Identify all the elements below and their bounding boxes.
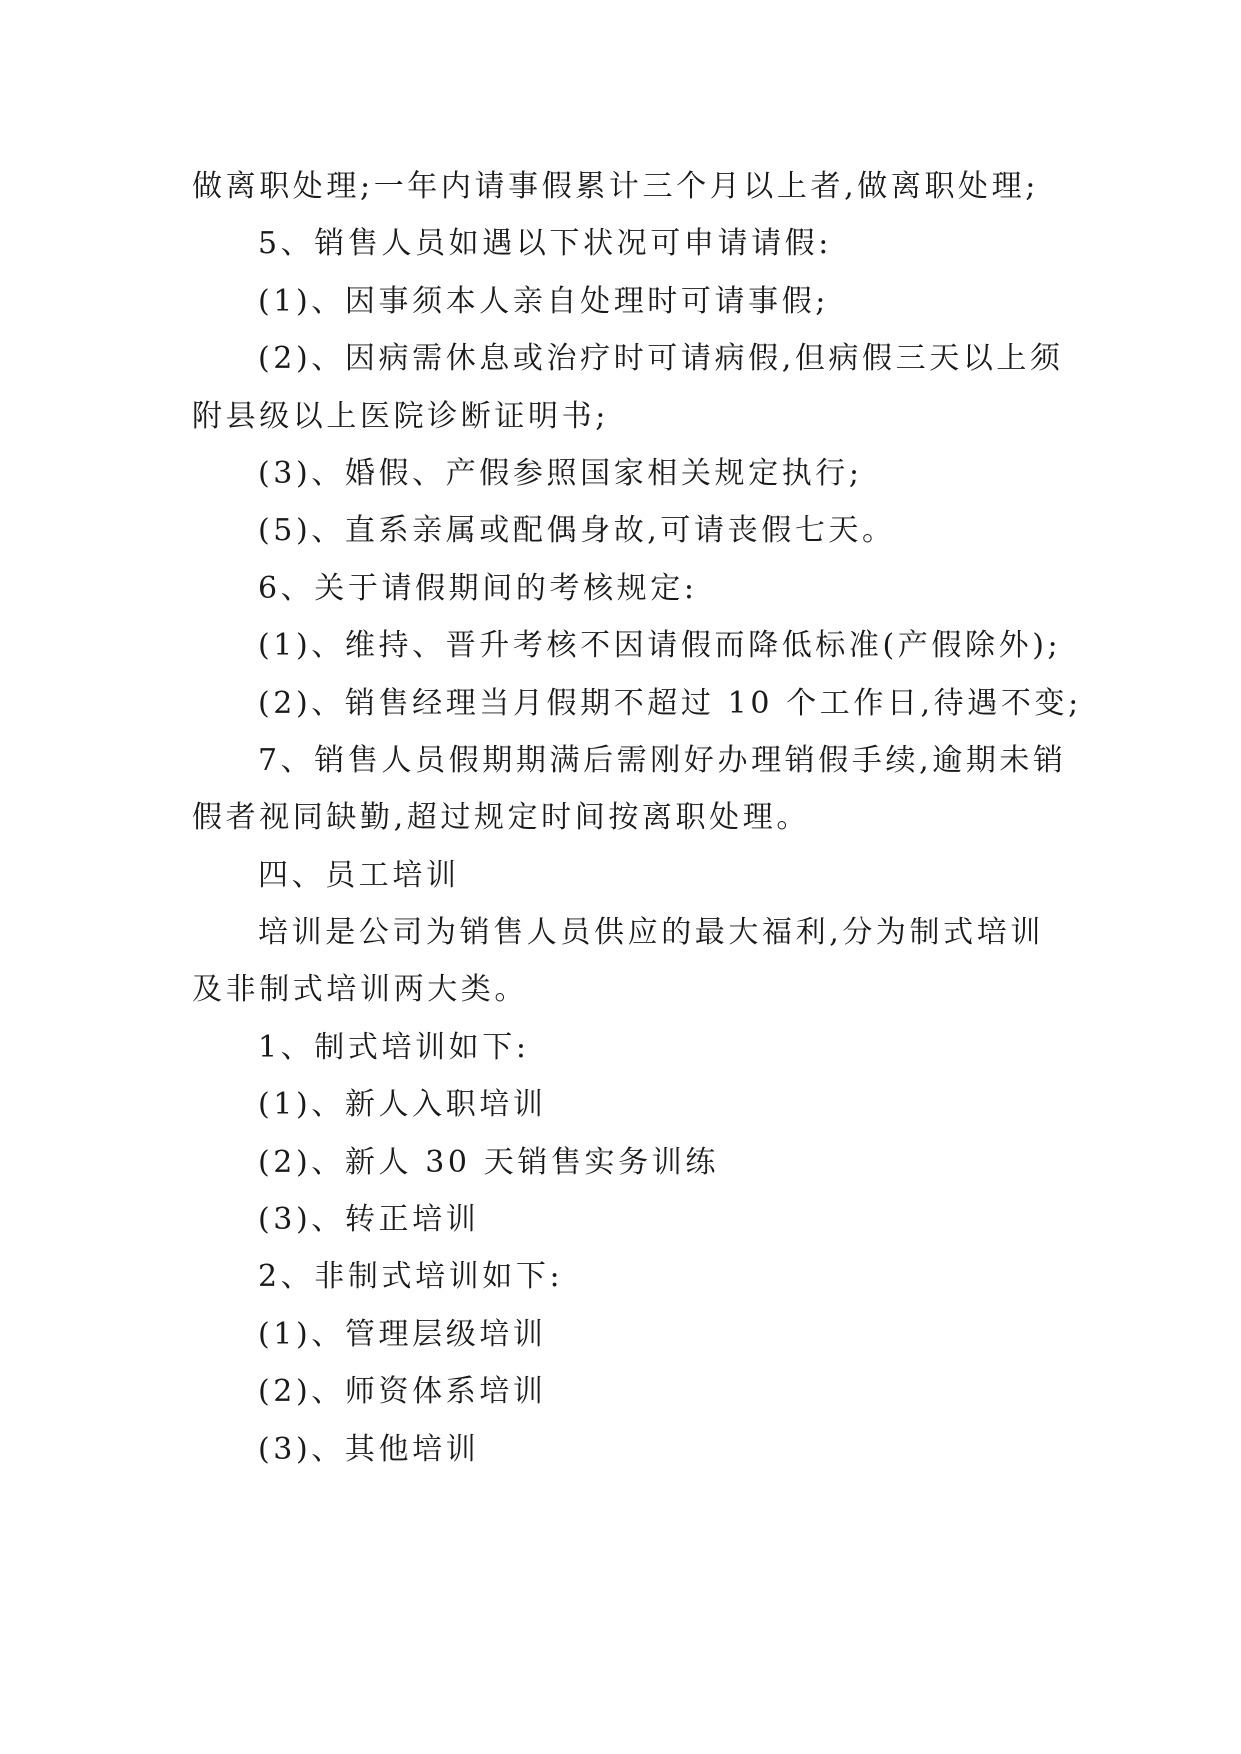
text-line: 1、制式培训如下: xyxy=(258,1029,530,1065)
text-line: (5)、直系亲属或配偶身故,可请丧假七天。 xyxy=(258,513,896,549)
text-line: (2)、销售经理当月假期不超过 10 个工作日,待遇不变; xyxy=(258,685,1082,721)
list-item: (1)、管理层级培训 xyxy=(258,1316,547,1352)
text-line: 附县级以上医院诊断证明书; xyxy=(192,398,609,434)
text-line: 及非制式培训两大类。 xyxy=(192,972,528,1008)
text-line: (3)、婚假、产假参照国家相关规定执行; xyxy=(258,455,863,491)
list-item: (2)、师资体系培训 xyxy=(258,1374,547,1410)
list-item: (2)、新人 30 天销售实务训练 xyxy=(258,1144,719,1180)
text-line: 做离职处理;一年内请事假累计三个月以上者,做离职处理; xyxy=(192,169,1039,204)
text-line: 培训是公司为销售人员供应的最大福利,分为制式培训 xyxy=(258,915,1044,951)
text-line: (2)、因病需休息或治疗时可请病假,但病假三天以上须 xyxy=(258,341,1064,377)
text-line: 6、关于请假期间的考核规定: xyxy=(258,570,698,606)
text-line: (1)、维持、晋升考核不因请假而降低标准(产假除外); xyxy=(258,628,1062,664)
list-item: (3)、其他培训 xyxy=(258,1431,480,1467)
text-line: 2、非制式培训如下: xyxy=(258,1259,564,1295)
document-body xyxy=(192,158,1082,1478)
text-line: 5、销售人员如遇以下状况可申请请假: xyxy=(258,226,832,262)
list-item: (3)、转正培训 xyxy=(258,1202,480,1238)
text-line: (1)、因事须本人亲自处理时可请事假; xyxy=(258,283,830,319)
list-item: (1)、新人入职培训 xyxy=(258,1087,547,1123)
text-line: 假者视同缺勤,超过规定时间按离职处理。 xyxy=(192,800,810,836)
text-line: 7、销售人员假期期满后需刚好办理销假手续,逾期未销 xyxy=(258,742,1067,778)
section-heading: 四、员工培训 xyxy=(258,857,460,893)
